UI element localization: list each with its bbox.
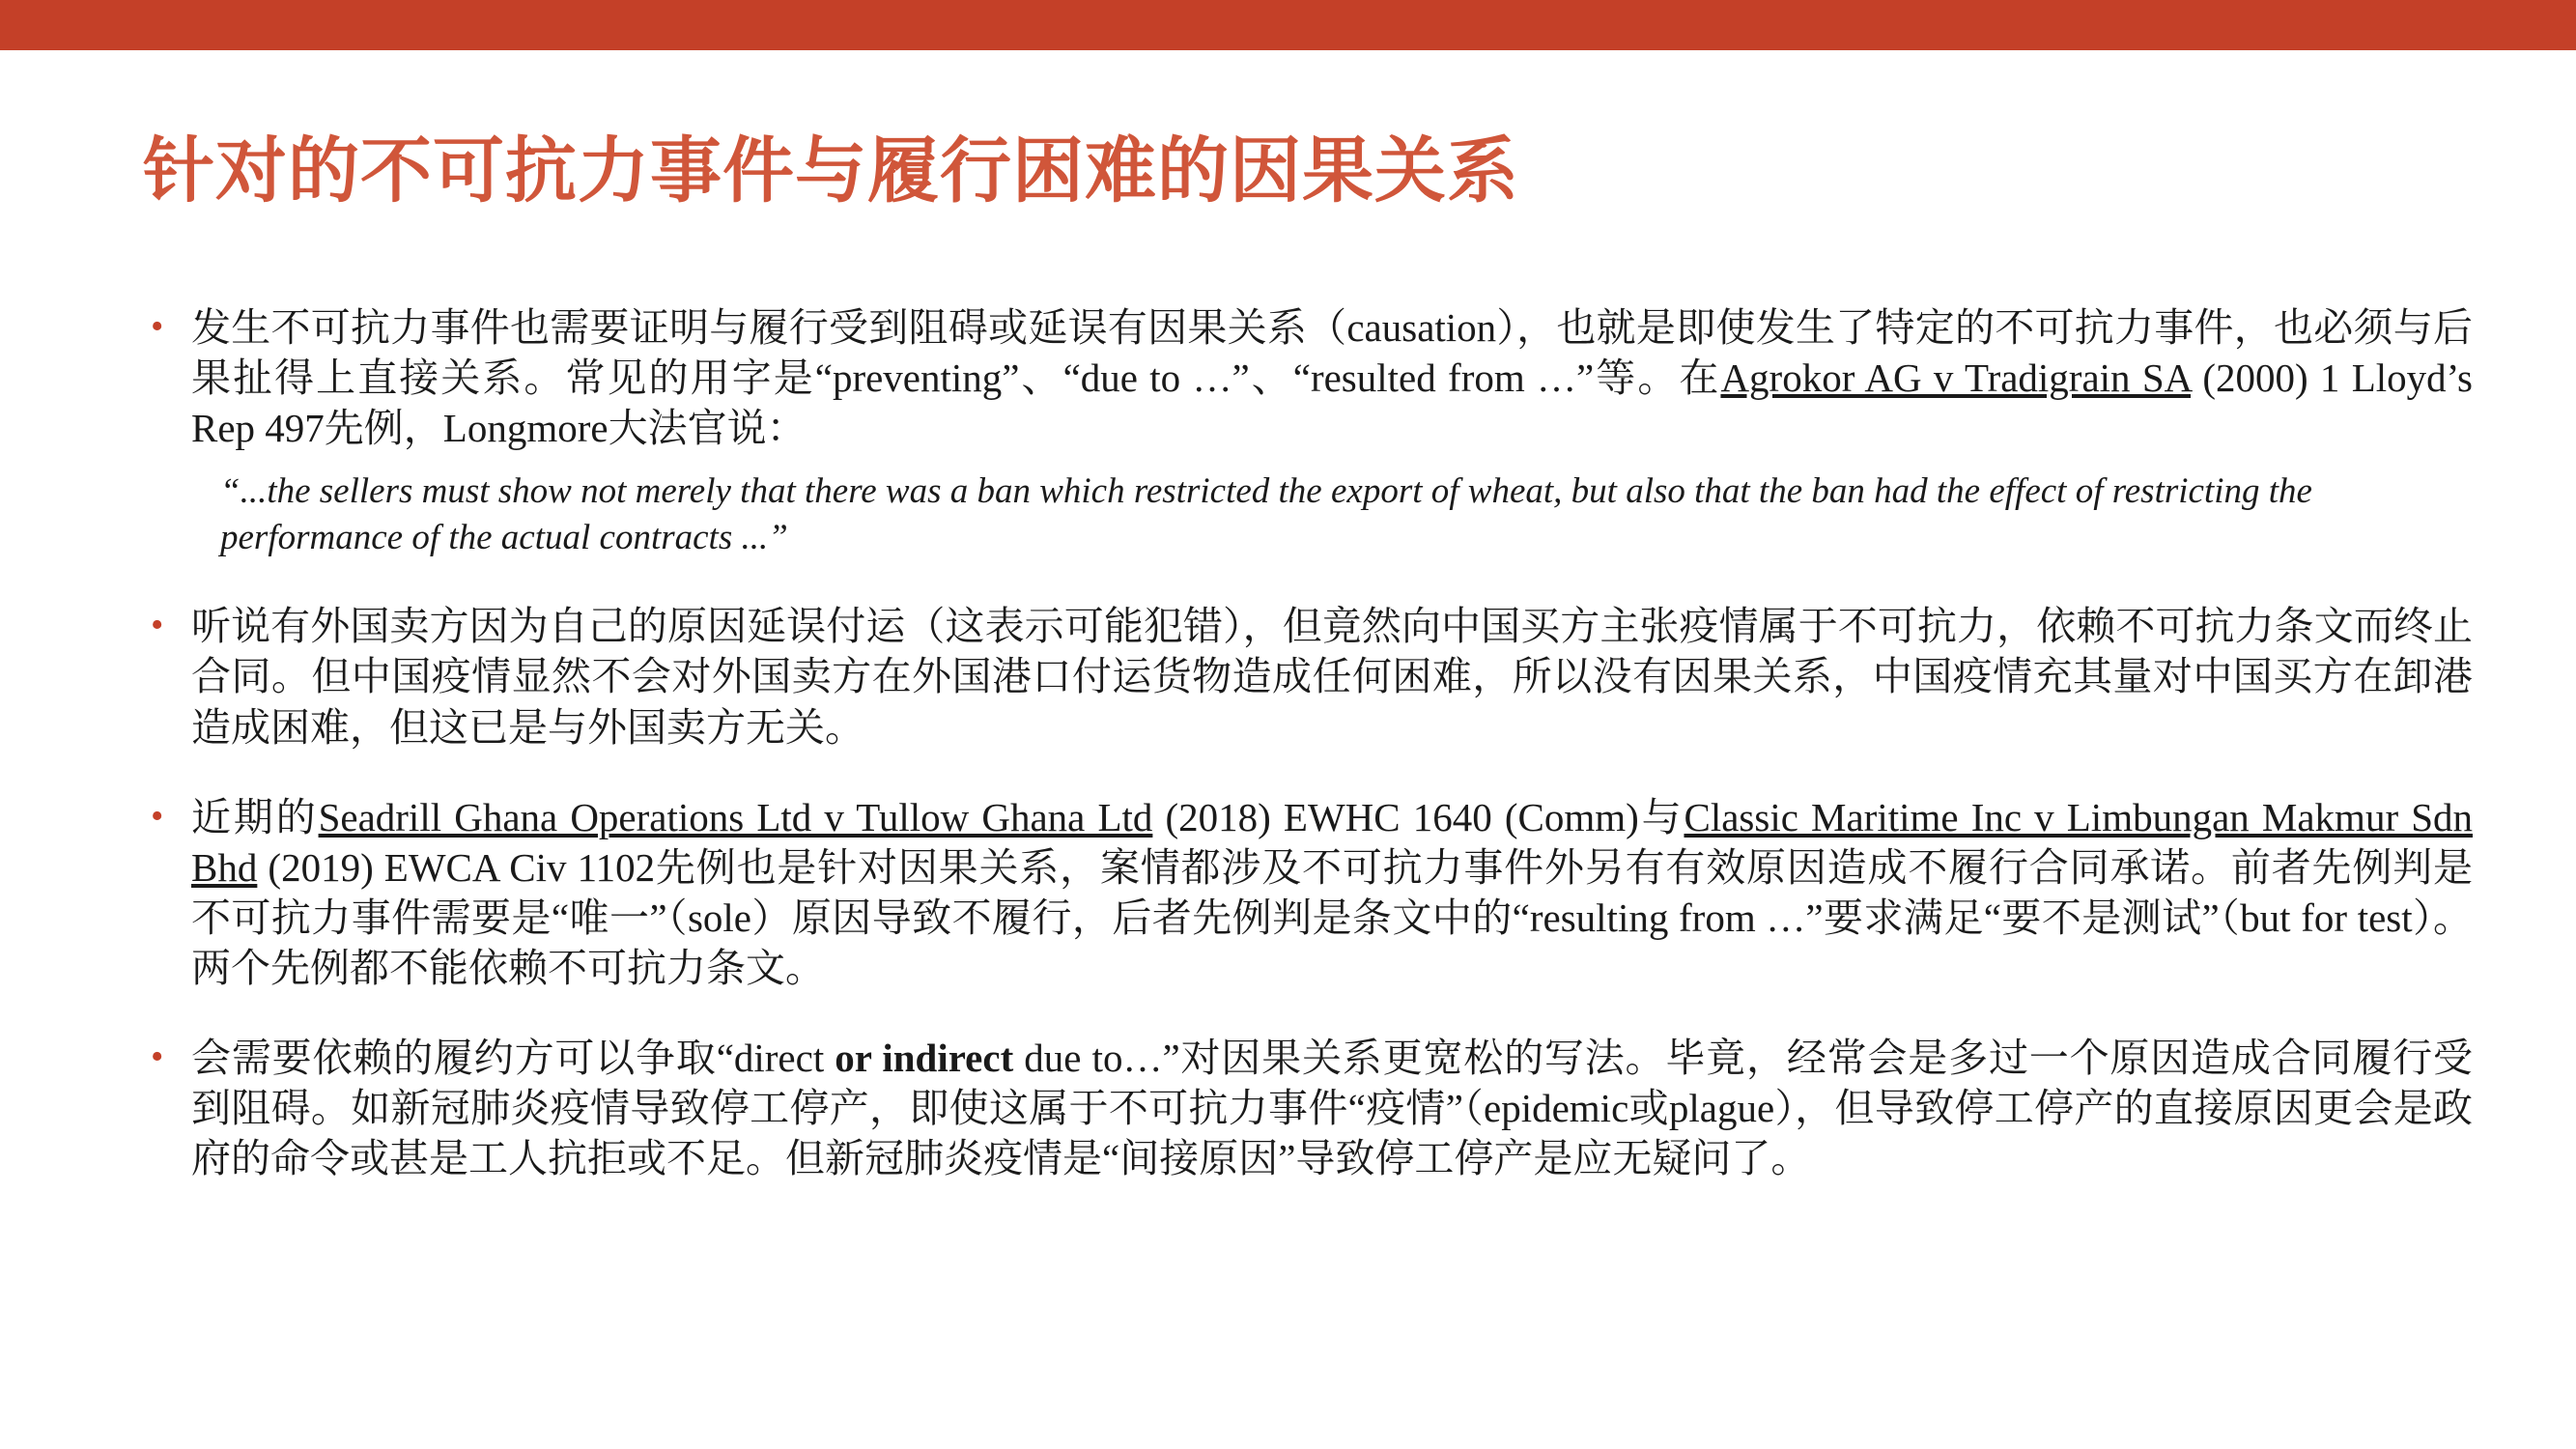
bullet-recent-cases-seg-1: Seadrill Ghana Operations Ltd v Tullow Ghana Ltd [318,794,1153,839]
bullet-recent-cases-seg-6: 先例也是针对因果关系，案情都涉及不可抗力事件外另有有效原因造成不履行合同承诺。前者先例判是不可抗力事件需要是“唯一”（sole）原因导致不履行，后者先例判是条文中的“resulting from …”要求满足“要不是测试”（but for test）。两个先例都不能依赖不可抗力条文。 [191,844,2473,990]
bullet-causation-general-seg-2: (2000) 1 Lloyd’s Rep 497 [191,355,2474,451]
bullet-recent-cases-seg-2: (2018) EWHC 1640 (Comm) [1152,794,1639,839]
bullet-causation-general-seg-1: Agrokor AG v Tradigrain SA [1720,355,2192,401]
bullet-foreign-seller-seg-0: 听说有外国卖方因为自己的原因延误付运（这表示可能犯错），但竟然向中国买方主张疫情属于不可抗力，依赖不可抗力条文而终止合同。但中国疫情显然不会对外国卖方在外国港口付运货物造成任何困难，所以没有因果关系，中国疫情充其量对中国买方在卸港造成困难，但这已是与外国卖方无关。 [191,604,2473,750]
page-title: 针对的不可抗力事件与履行困难的因果关系 [143,129,1519,211]
bullet-causation-general [135,302,2473,453]
bullet-direct-or-indirect-seg-2: due to…”对因果关系更宽松的写法。毕竟，经常会是多过一个原因造成合同履行受到阻碍。如新冠肺炎疫情导致停工停产，即使这属于不可抗力事件“疫情”（epidemic或plague），但导致停工停产的直接原因更会是政府的命令或甚是工人抗拒或不足。但新冠肺炎疫情是“间接原因”导致停工停产是应无疑问了。 [191,1035,2473,1180]
bullet-direct-or-indirect-seg-0: 会需要依赖的履约方可以争取“direct [191,1035,835,1080]
bullet-recent-cases [135,792,2473,993]
bullet-causation-general-seg-3: 先例，Longmore大法官说： [324,406,807,451]
slide-body [135,263,2473,1199]
bullet-recent-cases-seg-5: (2019) EWCA Civ 1102 [257,844,656,890]
accent-top-bar [0,0,2576,50]
bullet-recent-cases-seg-3: 与 [1638,794,1684,839]
bullet-causation-general-seg-0: 发生不可抗力事件也需要证明与履行受到阻碍或延误有因果关系（causation），也就是即使发生了特定的不可抗力事件，也必须与后果扯得上直接关系。常见的用字是“preventing”、“due to …”、“resulted from …”等。在 [191,305,2473,401]
bullet-recent-cases-seg-0: 近期的 [191,794,319,839]
bullet-direct-or-indirect-seg-1: or indirect [835,1035,1014,1080]
bullet-recent-cases-seg-4: Classic Maritime Inc v Limbungan Makmur Sdn Bhd [191,794,2474,890]
bullet-foreign-seller [135,601,2473,752]
quote-agrokor: “...the sellers must show not merely that there was a ban which restricted the export of wheat, but also that the ban had the effect of restricting the performance of the actual contracts ...” [220,471,2312,558]
bullet-direct-or-indirect [135,1033,2473,1183]
